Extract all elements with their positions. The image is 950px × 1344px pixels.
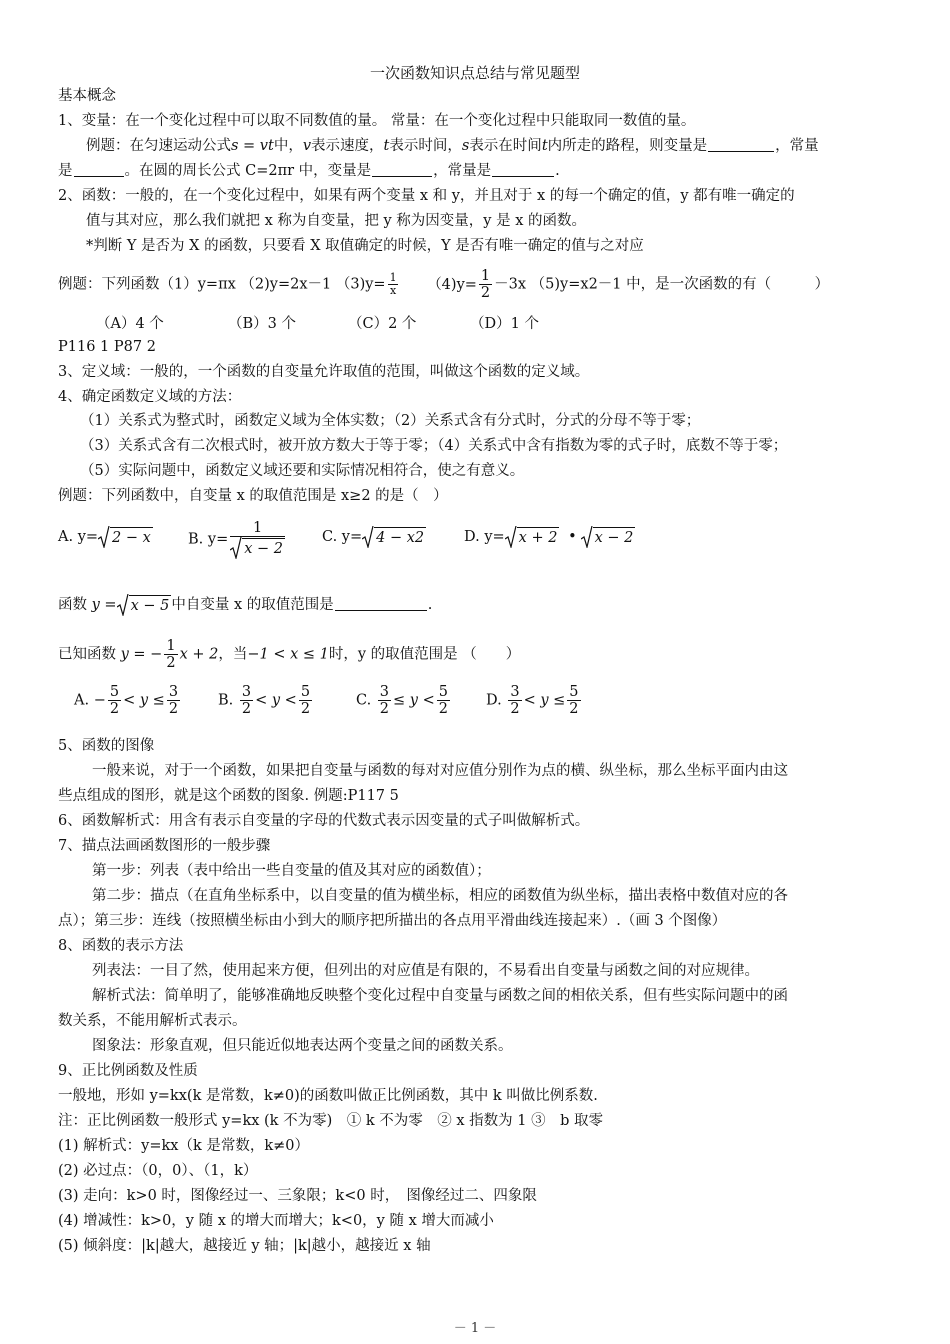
label: A.	[74, 692, 90, 709]
symbol-t: t	[541, 138, 548, 154]
text: 例题：在匀速运动公式	[86, 138, 231, 154]
property-monotonicity: (4) 增减性：k>0，y 随 x 的增大而增大；k<0，y 随 x 增大而减小	[58, 1213, 494, 1229]
denominator: 2	[241, 701, 252, 717]
function-definition-line1: 2、函数：一般的，在一个变化过程中，如果有两个变量 x 和 y，并且对于 x 的每一个确定的值，y 都有唯一确定的	[58, 188, 795, 204]
denominator: x	[389, 284, 397, 297]
domain-method-heading: 4、确定函数定义域的方法：	[58, 389, 242, 405]
radical	[581, 526, 636, 548]
radical	[117, 594, 172, 616]
function-definition-line2: 值与其对应，那么我们就把 x 称为自变量，把 y 称为因变量，y 是 x 的函数。	[86, 213, 586, 229]
radicand: x − 2	[242, 538, 285, 559]
domain-rule-1-2: （1）关系式为整式时，函数定义域为全体实数；（2）关系式含有分式时，分式的分母不等于零；	[80, 413, 701, 429]
proportional-heading: 9、正比例函数及性质	[58, 1063, 198, 1079]
representation-heading: 8、函数的表示方法	[58, 938, 184, 954]
label: C.	[356, 692, 372, 709]
proportional-note: 注：正比例函数一般形式 y=kx (k 不为零) ① k 不为零 ② x 指数为 1 ③ b 取零	[58, 1113, 603, 1129]
radical	[505, 526, 560, 548]
page-reference: P116 1 P87 2	[58, 339, 156, 355]
variable-example-line2	[58, 161, 560, 181]
fraction	[299, 684, 312, 717]
range-option-c	[356, 684, 452, 717]
multiply-dot: •	[568, 529, 577, 545]
formula-method-line2: 数关系，不能用解析式表示。	[58, 1013, 247, 1029]
domain-rule-3-4: （3）关系式含有二次根式时，被开放方数大于等于零；（4）关系式中含有指数为零的式子时，底数不等于零；	[80, 438, 788, 454]
text: 中自变量 x 的取值范围是	[171, 597, 334, 613]
fraction	[240, 684, 253, 717]
fraction-1-over-2	[164, 638, 177, 671]
plotting-step1: 第一步：列表（表中给出一些自变量的值及其对应的函数值）；	[92, 863, 491, 879]
sqrt-icon	[362, 526, 374, 548]
denominator: 2	[166, 655, 176, 671]
numerator: 1	[166, 638, 176, 654]
text: 例题：下列函数（1）y=πx （2)y=2x－1 （3)y=	[58, 276, 386, 293]
relation: < y <	[255, 692, 297, 709]
text: 表示在时间	[469, 138, 542, 154]
answer-blank	[372, 162, 432, 177]
domain-sqrt-example	[58, 594, 432, 616]
numerator: 3	[241, 684, 252, 700]
label: B.	[218, 692, 234, 709]
text: －3x （5)y=x2－1 中，是一次函数的有（ ）	[494, 276, 830, 293]
section-basic-heading: 基本概念	[58, 88, 116, 104]
formula: y = −	[120, 646, 163, 663]
domain-option-a	[58, 526, 153, 548]
text: 内所走的路程，则变量是	[547, 138, 708, 154]
formula-s-vt: s = vt	[231, 138, 274, 154]
numerator: 5	[300, 684, 311, 700]
range-option-b	[218, 684, 314, 717]
numerator: 3	[168, 684, 179, 700]
label: D.	[486, 692, 502, 709]
domain-option-c	[322, 526, 426, 548]
relation: < y ≤	[123, 692, 165, 709]
range-option-a	[74, 684, 182, 717]
option-c: （C）2 个	[348, 316, 417, 332]
fraction-1-over-2	[479, 268, 492, 301]
radical	[98, 526, 153, 548]
denominator	[230, 536, 285, 559]
variable-definition: 1、变量：在一个变化过程中可以取不同数值的量。 常量：在一个变化过程中只能取同一数值的量。	[58, 113, 696, 129]
formula: y =	[91, 597, 117, 613]
plotting-step3: 点）；第三步：连线（按照横坐标由小到大的顺序把所描出的各点用平滑曲线连接起来）.（画 3 个图像）	[58, 913, 727, 929]
fraction-1-over-x	[388, 272, 399, 297]
property-expression: (1) 解析式：y=kx（k 是常数，k≠0）	[58, 1138, 310, 1154]
answer-blank	[492, 162, 554, 177]
answer-blank	[74, 162, 124, 177]
sqrt-icon	[117, 594, 129, 616]
text: 。在圆的周长公式 C=2πr 中，变量是	[124, 163, 372, 179]
answer-blank	[708, 137, 774, 152]
table-method: 列表法：一目了然，使用起来方便，但列出的对应值是有限的，不易看出自变量与函数之间的对应规律。	[92, 963, 759, 979]
text: ，当	[218, 646, 248, 663]
radicand: x + 2	[517, 527, 560, 548]
text: 中，	[273, 138, 303, 154]
numerator: 3	[379, 684, 390, 700]
fraction	[437, 684, 450, 717]
text: 表示时间，	[389, 138, 462, 154]
domain-definition: 3、定义域：一般的，一个函数的自变量允许取值的范围，叫做这个函数的定义域。	[58, 364, 590, 380]
sqrt-icon	[98, 526, 110, 548]
text: 表示速度，	[311, 138, 384, 154]
option-d: （D）1 个	[470, 316, 539, 332]
radical	[230, 537, 285, 559]
property-slope: (5) 倾斜度：|k|越大，越接近 y 轴；|k|越小，越接近 x 轴	[58, 1238, 431, 1254]
radicand: x − 5	[129, 595, 172, 616]
function-example	[58, 268, 829, 301]
relation: ≤ y <	[393, 692, 435, 709]
fraction	[378, 684, 391, 717]
sign: −	[93, 692, 106, 709]
denominator: 2	[300, 701, 311, 717]
fraction	[230, 520, 285, 559]
radicand: 4 − x2	[374, 527, 426, 548]
denominator: 2	[109, 701, 120, 717]
sqrt-icon	[230, 537, 242, 559]
formula: x + 2	[179, 646, 219, 663]
graph-heading: 5、函数的图像	[58, 738, 155, 754]
numerator: 1	[389, 271, 397, 284]
label: C. y=	[322, 529, 363, 545]
symbol-v: v	[302, 138, 312, 154]
text: ，常量	[775, 138, 819, 154]
denominator: 2	[510, 701, 520, 717]
plotting-heading: 7、描点法画函数图形的一般步骤	[58, 838, 271, 854]
fraction	[508, 684, 521, 717]
analytic-expression: 6、函数解析式：用含有表示自变量的字母的代数式表示因变量的式子叫做解析式。	[58, 813, 590, 829]
label: B. y=	[188, 531, 229, 548]
numerator: 1	[252, 520, 263, 536]
numerator: 1	[480, 268, 491, 284]
variable-example-line1	[86, 136, 819, 156]
relation: < y ≤	[523, 692, 566, 709]
label: A. y=	[58, 529, 99, 545]
numerator: 3	[510, 684, 520, 700]
option-b: （B）3 个	[228, 316, 296, 332]
text: 函数	[58, 597, 87, 613]
page-title: 一次函数知识点总结与常见题型	[369, 64, 580, 82]
range-option-d	[486, 684, 583, 717]
numerator: 5	[438, 684, 448, 700]
radicand: 2 − x	[110, 527, 153, 548]
radical	[362, 526, 426, 548]
property-direction: (3) 走向：k>0 时，图像经过一、三象限；k<0 时， 图像经过二、四象限	[58, 1188, 537, 1204]
domain-rule-5: （5）实际问题中，函数定义域还要和实际情况相符合，使之有意义。	[80, 463, 525, 479]
domain-option-d	[464, 526, 635, 548]
text: （4)y=	[427, 276, 477, 293]
symbol-s: s	[461, 138, 470, 154]
denominator: 2	[569, 701, 579, 717]
numerator: 5	[569, 684, 579, 700]
plotting-step2: 第二步：描点（在直角坐标系中，以自变量的值为横坐标，相应的函数值为纵坐标，描出表格中数值对应的各	[92, 888, 788, 904]
text: 时，y 的取值范围是 （ ）	[328, 646, 521, 663]
text: .	[555, 163, 560, 179]
symbol-t: t	[383, 138, 390, 154]
radicand: x − 2	[593, 527, 636, 548]
domain-option-b	[188, 520, 287, 559]
graph-text-line2: 些点组成的图形，就是这个函数的图象. 例题:P117 5	[58, 788, 399, 804]
denominator: 2	[438, 701, 448, 717]
text: .	[427, 597, 433, 613]
domain-example: 例题：下列函数中，自变量 x 的取值范围是 x≥2 的是（ ）	[58, 488, 448, 504]
text: 是	[58, 163, 73, 179]
label: D. y=	[464, 529, 505, 545]
text: 已知函数	[58, 646, 116, 663]
text: ，常量是	[433, 163, 492, 179]
fraction	[567, 684, 580, 717]
fraction	[108, 684, 121, 717]
fraction	[167, 684, 180, 717]
page-number: － 1 －	[453, 1321, 497, 1336]
range-example	[58, 638, 520, 671]
condition: −1 < x ≤ 1	[247, 646, 329, 663]
denominator: 2	[168, 701, 179, 717]
proportional-definition: 一般地，形如 y=kx(k 是常数，k≠0)的函数叫做正比例函数，其中 k 叫做比例系数.	[58, 1088, 598, 1104]
denominator: 2	[480, 285, 491, 301]
graph-method: 图象法：形象直观，但只能近似地表达两个变量之间的函数关系。	[92, 1038, 513, 1054]
sqrt-icon	[581, 526, 593, 548]
sqrt-icon	[505, 526, 517, 548]
answer-blank	[335, 596, 427, 611]
formula-method-line1: 解析式法：简单明了，能够准确地反映整个变化过程中自变量与函数之间的相依关系，但有些实际问题中的函	[92, 988, 788, 1004]
graph-text-line1: 一般来说，对于一个函数，如果把自变量与函数的每对对应值分别作为点的横、纵坐标，那么坐标平面内由这	[92, 763, 788, 779]
function-judgement-note: *判断 Y 是否为 X 的函数，只要看 X 取值确定的时候，Y 是否有唯一确定的值与之对应	[86, 238, 644, 254]
numerator: 5	[109, 684, 120, 700]
property-points: (2) 必过点：（0，0）、（1，k）	[58, 1163, 258, 1179]
option-a: （A）4 个	[96, 316, 164, 332]
denominator: 2	[379, 701, 390, 717]
